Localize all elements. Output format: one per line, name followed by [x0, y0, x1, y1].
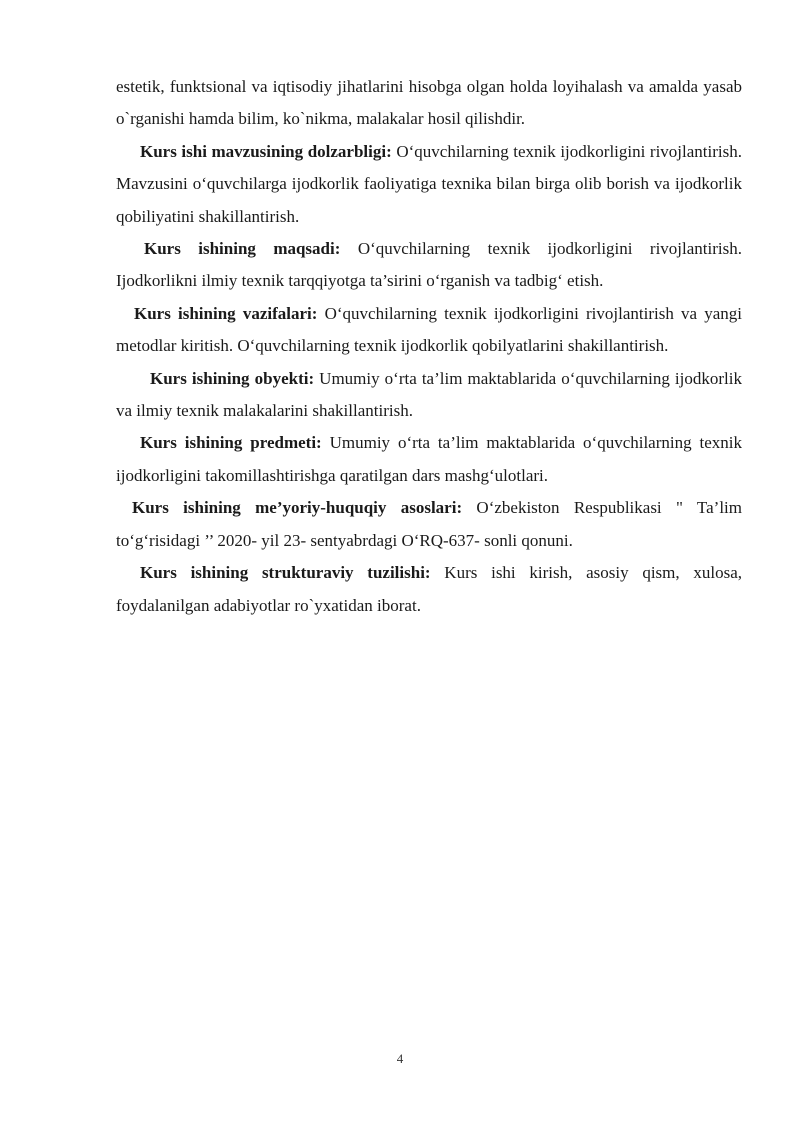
paragraph-structure — [116, 557, 742, 622]
paragraph-object — [116, 363, 742, 428]
paragraph-text: O‘quvchilarning texnik ijodkorligini rivojlantirish va yangi metodlar kiritish. O‘quvchilarning texnik ijodkorlik qobilyatlarini shakillantirish. — [116, 303, 742, 356]
paragraph-text: O‘quvchilarning texnik ijodkorligini rivojlantirish. Mavzusini o‘quvchilarga ijodkorlik faoliyatiga texnika bilan birga olib borish va ijodkorlik qobiliyatini shakillantirish. — [116, 141, 742, 226]
paragraph-text: estetik, funktsional va iqtisodiy jihatlarini hisobga olgan holda loyihalash va amalda yasab o`rganishi hamda bilim, ko`nikma, malakalar hosil qilishdir. — [116, 77, 742, 129]
section-heading-subject: Kurs ishining predmeti: — [140, 433, 322, 453]
paragraph-text: Umumiy o‘rta ta’lim maktablarida o‘quvchilarning ijodkorlik va ilmiy texnik malakalarini shakillantirish. — [116, 368, 742, 421]
page-number: 4 — [396, 1051, 404, 1066]
section-heading-relevance: Kurs ishi mavzusining dolzarbligi: — [140, 141, 392, 161]
document-body — [116, 71, 742, 622]
section-heading-tasks: Kurs ishining vazifalari: — [134, 303, 318, 323]
paragraph-goal — [116, 233, 742, 298]
section-heading-legal-basis: Kurs ishining me’yoriy-huquqiy asoslari: — [132, 498, 463, 518]
paragraph-legal-basis — [116, 492, 742, 557]
section-heading-goal: Kurs ishining maqsadi: — [144, 239, 341, 259]
section-heading-structure: Kurs ishining strukturaviy tuzilishi: — [140, 563, 431, 583]
paragraph-text: Umumiy o‘rta ta’lim maktablarida o‘quvchilarning texnik ijodkorligini takomillashtirishga qaratilgan dars mashg‘ulotlari. — [116, 433, 742, 485]
paragraph-text: O‘zbekiston Respublikasi " Ta’lim to‘g‘risidagi ’’ 2020- yil 23- sentyabrdagi O‘RQ-637- sonli qonuni. — [116, 498, 742, 550]
paragraph-subject — [116, 427, 742, 492]
paragraph-intro-continuation — [116, 71, 742, 136]
paragraph-text: Kurs ishi kirish, asosiy qism, xulosa, foydalanilgan adabiyotlar ro`yxatidan iborat. — [116, 563, 742, 615]
paragraph-text: O‘quvchilarning texnik ijodkorligini rivojlantirish. Ijodkorlikni ilmiy texnik tarqqiyotga ta’sirini o‘rganish va tadbig‘ etish. — [116, 239, 742, 291]
section-heading-object: Kurs ishining obyekti: — [150, 368, 315, 388]
paragraph-tasks — [116, 298, 742, 363]
paragraph-relevance — [116, 136, 742, 233]
